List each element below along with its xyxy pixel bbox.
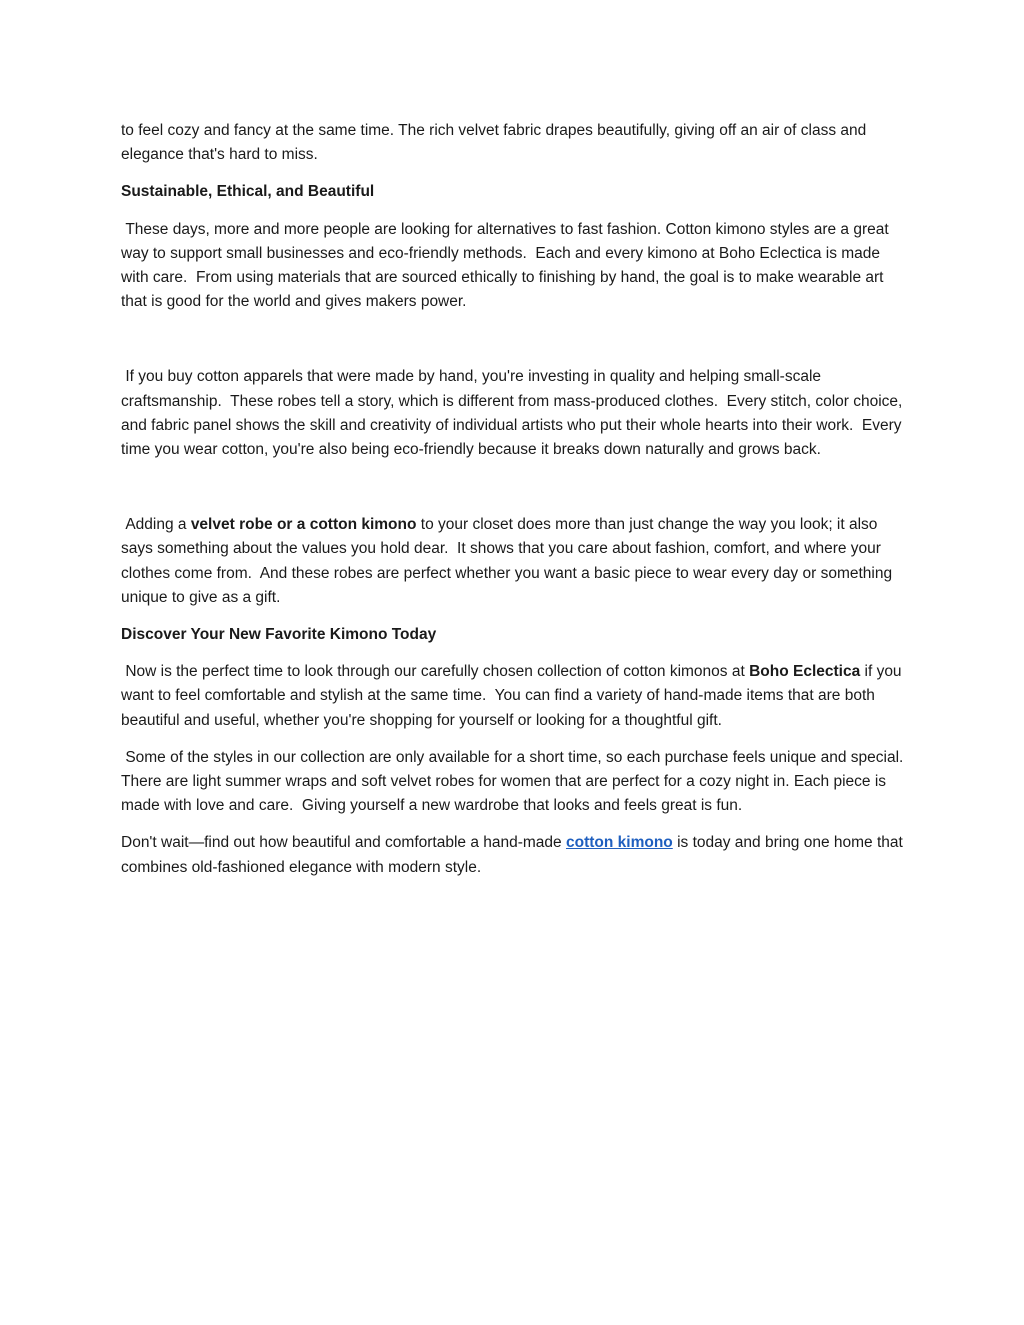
spacer [121, 327, 906, 365]
values-paragraph-start: Adding a [121, 516, 191, 534]
sustainable-paragraph: These days, more and more people are looking for alternatives to fast fashion. Cotton kimono styles are a great way to support small businesses and eco-friendly methods. Each and every kimono at Boho Eclectica is made with care. From using materials that are sourced ethically to finishing by hand, the goal is to make wearable art that is good for the world and gives makers power. [121, 220, 893, 311]
intro-paragraph: to feel cozy and fancy at the same time. The rich velvet fabric drapes beautifully, giving off an air of class and elegance that's hard to miss. [121, 122, 867, 164]
closing-paragraph-end: is today and bring one home that combines old-fashioned elegance with modern style. [121, 834, 903, 876]
collection-paragraph-end: if you want to feel comfortable and stylish at the same time. You can find a variety of hand-made items that are both beautiful and useful, whether you're shopping for yourself or looking for a thoughtful gift. [121, 663, 906, 729]
values-paragraph-end: to your closet does more than just change the way you look; it also says something about the values you hold dear. It shows that you care about fashion, comfort, and where your clothes come from. And these robes are perfect whether you want a basic piece to wear every day or something unique to give as a gift. [121, 516, 897, 606]
spacer [121, 475, 906, 513]
velvet-robe-emphasis: velvet robe or a cotton kimono [190, 516, 417, 534]
closing-paragraph [121, 831, 906, 879]
closing-paragraph-start: Don't wait—find out how beautiful and comfortable a hand-made [121, 834, 566, 852]
collection-paragraph [121, 660, 906, 733]
document-page [121, 119, 912, 893]
section-heading-discover: Discover Your New Favorite Kimono Today [121, 626, 437, 644]
collection-paragraph-start: Now is the perfect time to look through our carefully chosen collection of cotton kimonos at [121, 663, 750, 681]
handmade-paragraph: If you buy cotton apparels that were made by hand, you're investing in quality and helping small-scale craftsmanship. These robes tell a story, which is different from mass-produced clothes. Every stitch, color choice, and fabric panel shows the skill and creativity of individual artists who put their whole hearts into their work. Every time you wear cotton, you're also being eco-friendly because it breaks down naturally and grows back. [121, 368, 907, 459]
values-paragraph [121, 513, 906, 610]
limited-styles-paragraph: Some of the styles in our collection are only available for a short time, so each purchase feels unique and special. There are light summer wraps and soft velvet robes for women that are perfect for a cozy night in. Each piece is made with love and care. Giving yourself a new wardrobe that looks and feels great is fun. [121, 748, 912, 815]
brand-name-emphasis: Boho Eclectica [749, 663, 861, 681]
cotton-kimono-link[interactable]: cotton kimono [565, 834, 673, 852]
section-heading-sustainable: Sustainable, Ethical, and Beautiful [121, 183, 375, 201]
